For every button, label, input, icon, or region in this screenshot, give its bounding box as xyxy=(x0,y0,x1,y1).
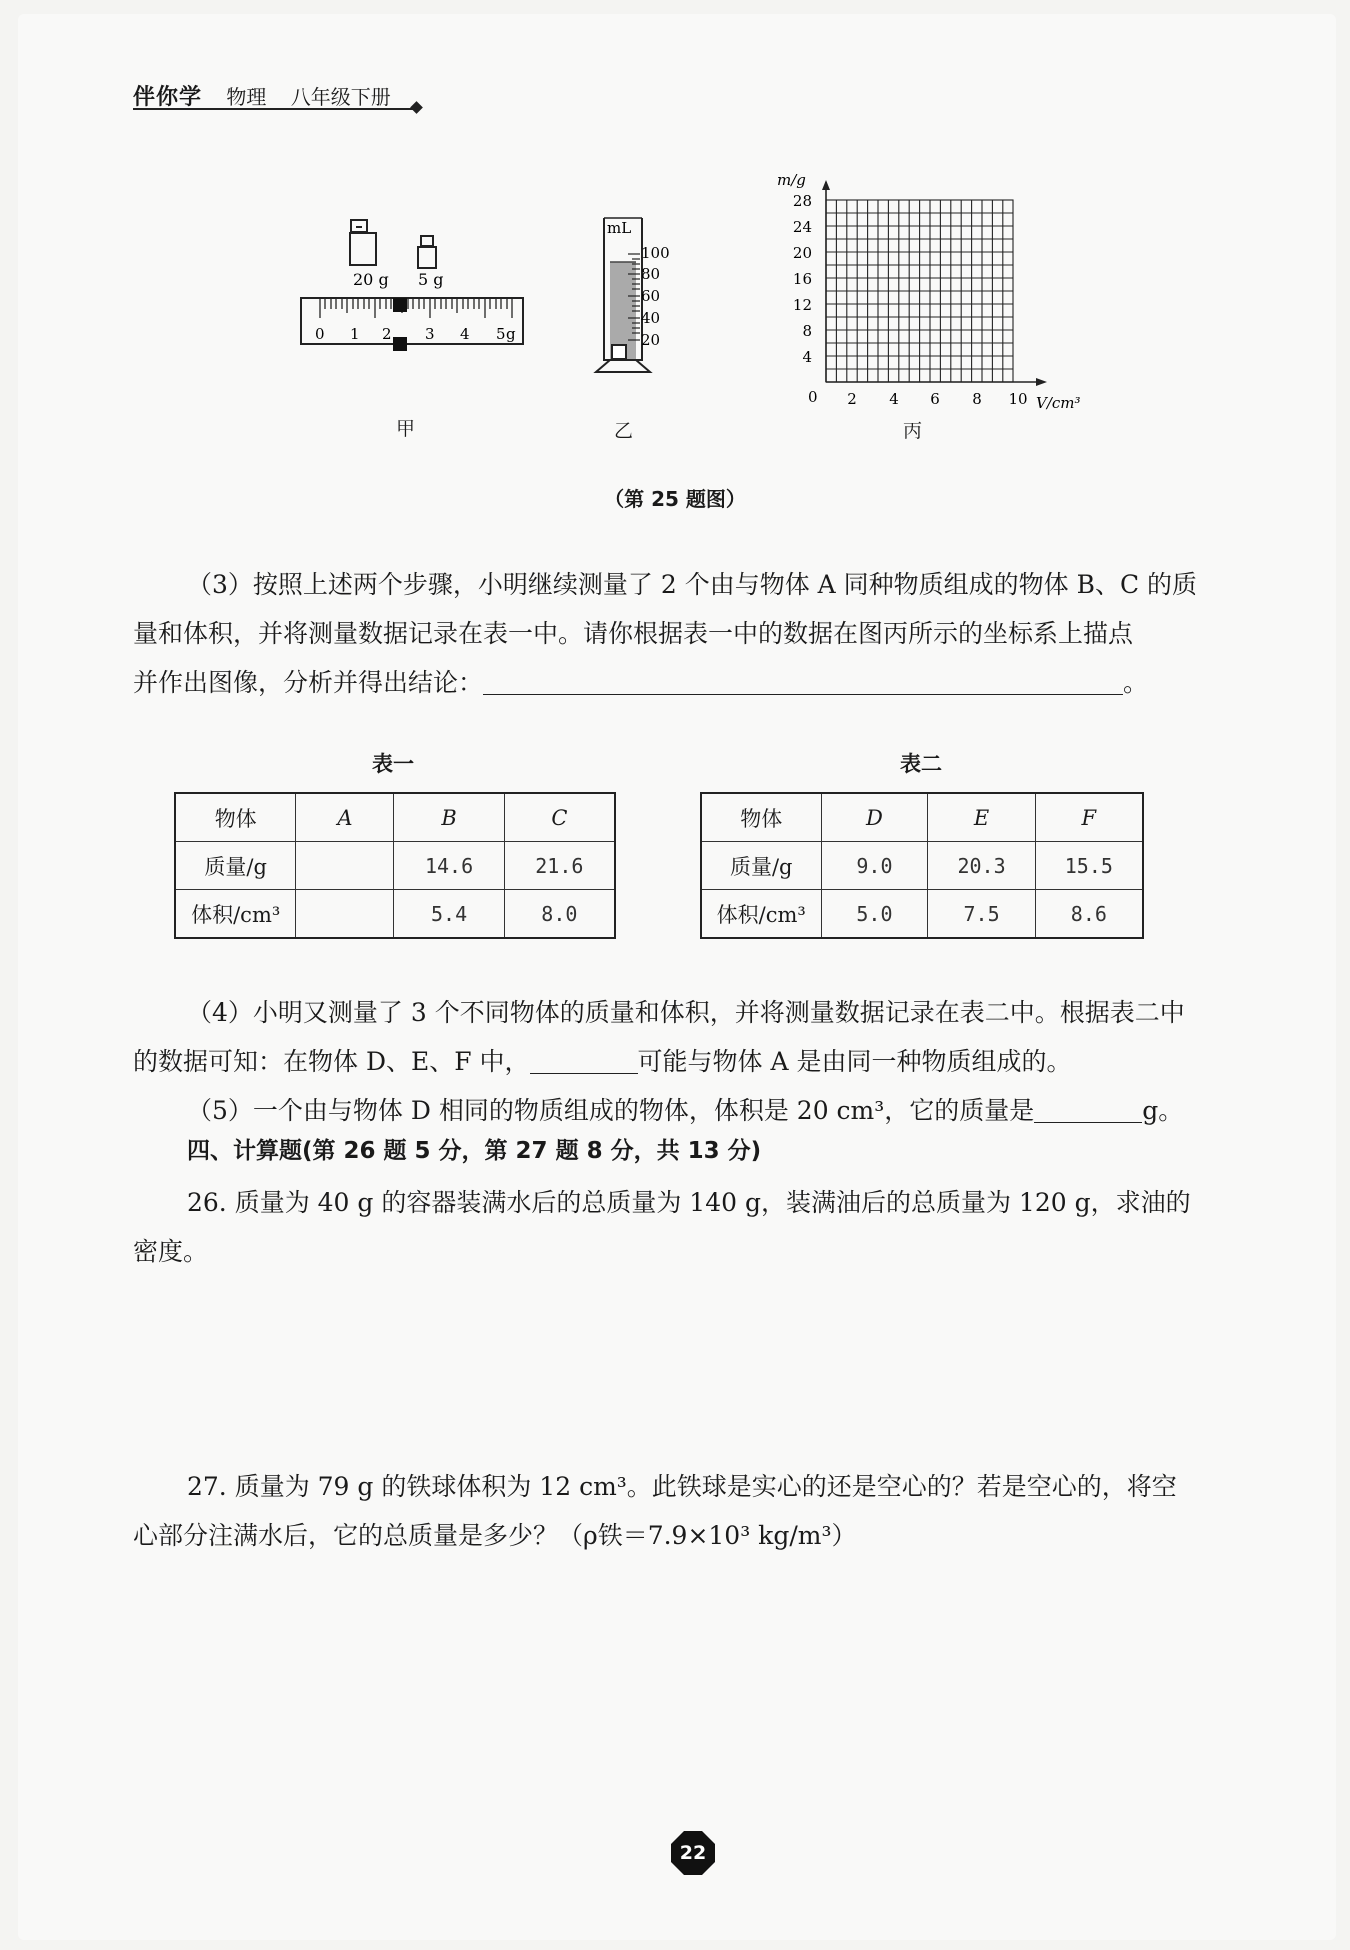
cylinder-tick: 20 xyxy=(641,331,661,349)
figure-yi-label: 乙 xyxy=(614,420,634,442)
grid-origin-label: 0 xyxy=(808,388,818,406)
q4-line-2-end: 可能与物体 A 是由同一种物质组成的。 xyxy=(637,1047,1072,1076)
y-tick: 16 xyxy=(792,270,812,288)
table-cell: 14.6 xyxy=(394,842,504,890)
table-row xyxy=(175,793,615,842)
table-cell: 物体 xyxy=(175,793,296,842)
table2 xyxy=(700,792,1144,939)
table-cell: A xyxy=(296,793,394,842)
header-brand: 伴你学 xyxy=(133,85,203,110)
table-cell: 物体 xyxy=(701,793,821,842)
q5-text: （5）一个由与物体 D 相同的物质组成的物体，体积是 20 cm³，它的质量是 xyxy=(187,1096,1035,1125)
x-tick: 8 xyxy=(972,390,982,408)
table-row xyxy=(701,793,1143,842)
q26-line-2: 密度。 xyxy=(133,1237,209,1266)
table-cell xyxy=(296,890,394,939)
table-row xyxy=(175,842,615,890)
table-row xyxy=(701,890,1143,939)
page-number-badge xyxy=(670,1830,716,1876)
question-4 xyxy=(133,988,1253,1135)
y-tick: 24 xyxy=(792,218,812,236)
grid-x-axis-label: V/cm³ xyxy=(1036,394,1081,412)
table-cell: C xyxy=(504,793,615,842)
q4-line-2-text: 的数据可知：在物体 D、E、F 中， xyxy=(133,1047,530,1076)
rider-bottom xyxy=(393,337,407,351)
y-tick: 8 xyxy=(802,322,812,340)
x-tick: 4 xyxy=(889,390,899,408)
cylinder-unit-label: mL xyxy=(607,219,632,237)
question-27 xyxy=(133,1462,1253,1560)
figure-25 xyxy=(0,0,1350,470)
q27-line-2: 心部分注满水后，它的总质量是多少？（ρ铁＝7.9×10³ kg/m³） xyxy=(133,1521,857,1550)
rider-top xyxy=(393,298,407,312)
balance-beam-scale xyxy=(301,298,523,351)
header-subject: 物理 xyxy=(226,85,267,109)
figure-bing-label: 丙 xyxy=(903,420,923,442)
table-cell xyxy=(296,842,394,890)
q5-unit: g。 xyxy=(1142,1096,1184,1125)
section-heading: 四、计算题(第 26 题 5 分，第 27 题 8 分，共 13 分) xyxy=(187,1138,762,1164)
table-cell: 质量/g xyxy=(175,842,296,890)
table-cell: D xyxy=(821,793,928,842)
table1-title: 表一 xyxy=(372,752,414,776)
table-cell: 5.0 xyxy=(821,890,928,939)
weight-20g-illustration xyxy=(350,220,376,265)
beam-tick-label: 4 xyxy=(460,325,470,343)
table-cell: F xyxy=(1035,793,1143,842)
x-tick: 2 xyxy=(847,390,857,408)
q4-answer-blank[interactable] xyxy=(530,1049,638,1074)
cylinder-tick: 80 xyxy=(641,265,661,283)
y-tick: 12 xyxy=(792,296,812,314)
beam-scale-ticks xyxy=(315,325,516,343)
table-cell: 8.6 xyxy=(1035,890,1143,939)
table-row xyxy=(175,890,615,939)
q4-line-2 xyxy=(133,1037,1253,1086)
table1 xyxy=(174,792,616,939)
table-cell: 21.6 xyxy=(504,842,615,890)
q4-line-1: （4）小明又测量了 3 个不同物体的质量和体积，并将测量数据记录在表二中。根据表二中 xyxy=(187,998,1185,1027)
beam-tick-label: 5 xyxy=(496,325,506,343)
y-tick: 4 xyxy=(802,348,812,366)
q3-line-2: 量和体积，并将测量数据记录在表一中。请你根据表一中的数据在图丙所示的坐标系上描点 xyxy=(133,619,1134,648)
cylinder-tick: 60 xyxy=(641,287,661,305)
cylinder-tick-labels xyxy=(641,244,670,349)
q3-line-3-text: 并作出图像，分析并得出结论： xyxy=(133,668,484,697)
table-cell: 9.0 xyxy=(821,842,928,890)
weight-5g-illustration xyxy=(418,236,436,268)
table-row xyxy=(701,842,1143,890)
table-cell: 5.4 xyxy=(394,890,504,939)
q27-line-1: 27. 质量为 79 g 的铁球体积为 12 cm³。此铁球是实心的还是空心的？若是空心的，将空 xyxy=(187,1472,1177,1501)
submerged-object xyxy=(612,345,626,359)
grid-y-axis-label: m/g xyxy=(777,171,806,189)
table-cell: 体积/cm³ xyxy=(175,890,296,939)
x-tick: 6 xyxy=(930,390,940,408)
q26-line-1: 26. 质量为 40 g 的容器装满水后的总质量为 140 g，装满油后的总质量为 120 g，求油的 xyxy=(187,1188,1191,1217)
q3-line-3 xyxy=(133,658,1253,707)
table-cell: 20.3 xyxy=(928,842,1035,890)
q3-answer-blank[interactable] xyxy=(483,670,1123,695)
beam-unit-label: g xyxy=(506,325,516,343)
weight-20g-label: 20 g xyxy=(353,270,389,289)
cylinder-tick: 40 xyxy=(641,309,661,327)
table-cell: 体积/cm³ xyxy=(701,890,821,939)
y-tick: 20 xyxy=(792,244,812,262)
beam-tick-label: 1 xyxy=(350,325,360,343)
beam-tick-label: 0 xyxy=(315,325,325,343)
cylinder-tick: 100 xyxy=(641,244,670,262)
grid-y-tick-labels xyxy=(793,192,812,366)
q5-answer-blank[interactable] xyxy=(1034,1098,1142,1123)
page-number: 22 xyxy=(679,1842,707,1864)
table-cell: E xyxy=(928,793,1035,842)
table-cell: B xyxy=(394,793,504,842)
q3-line-3-end: 。 xyxy=(1123,668,1149,697)
figure-caption: （第 25 题图） xyxy=(604,487,746,511)
y-tick: 28 xyxy=(792,192,812,210)
table-cell: 8.0 xyxy=(504,890,615,939)
grid-x-tick-labels xyxy=(847,390,1027,408)
x-tick: 10 xyxy=(1008,390,1028,408)
table-cell: 质量/g xyxy=(701,842,821,890)
beam-tick-label: 3 xyxy=(425,325,435,343)
table2-title: 表二 xyxy=(900,752,942,776)
weight-5g-label: 5 g xyxy=(418,270,444,289)
question-26 xyxy=(133,1178,1253,1276)
header-grade: 八年级下册 xyxy=(290,85,391,109)
q5-line xyxy=(133,1086,1253,1135)
question-3 xyxy=(133,560,1253,707)
q3-line-1: （3）按照上述两个步骤，小明继续测量了 2 个由与物体 A 同种物质组成的物体 B、C 的质 xyxy=(187,570,1198,599)
table-cell: 7.5 xyxy=(928,890,1035,939)
table-cell: 15.5 xyxy=(1035,842,1143,890)
figure-jia-label: 甲 xyxy=(396,418,416,440)
beam-tick-label: 2 xyxy=(382,325,392,343)
coordinate-grid xyxy=(822,180,1047,386)
